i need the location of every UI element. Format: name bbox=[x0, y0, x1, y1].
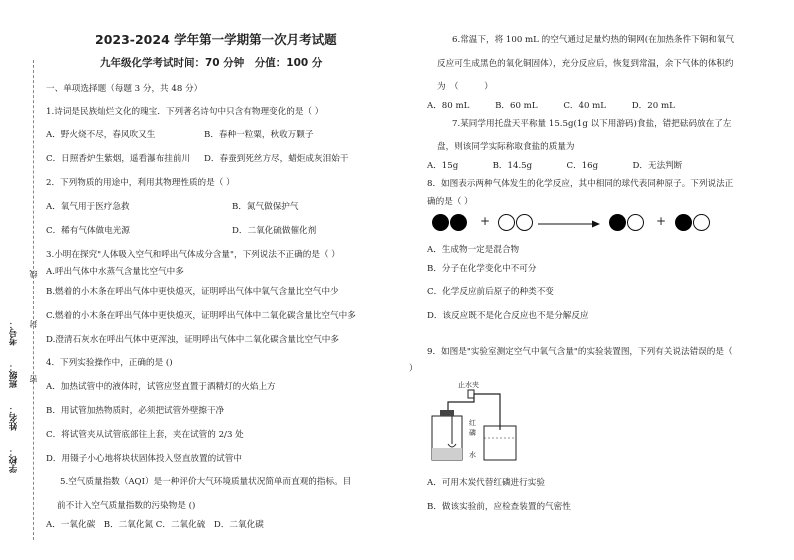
q1-option-c: C．日照香炉生紫烟，遥看瀑布挂前川 bbox=[46, 154, 191, 164]
stopper bbox=[440, 410, 454, 416]
binding-line bbox=[33, 60, 34, 540]
q8-stem-line1: 8．如图表示两种气体发生的化学反应，其中相同的球代表同种原子。下列说法正 bbox=[427, 179, 734, 189]
q7-options: A．15g B．14.5g C．16g D．无法判断 bbox=[427, 161, 683, 171]
q5-options: A．一氧化碳 B．二氧化氮 C．二氧化硫 D．二氧化碳 bbox=[46, 520, 264, 530]
q9-stem-line2: ） bbox=[409, 364, 418, 374]
q1-option-d: D．春蚕到死丝方尽，蜡炬成灰泪始干 bbox=[204, 154, 349, 164]
binding-mark-seal: 封 bbox=[29, 320, 38, 328]
black-atom bbox=[450, 214, 467, 231]
q3-option-d: D.澄清石灰水在呼出气体中更浑浊，证明呼出气体中二氧化碳含量比空气中多 bbox=[46, 335, 339, 345]
plus-sign: + bbox=[480, 214, 491, 228]
clamp bbox=[468, 390, 474, 398]
q8-option-a: A．生成物一定是混合物 bbox=[427, 245, 520, 255]
q5-stem-line2: 前不计入空气质量指数的污染物是 () bbox=[57, 501, 196, 511]
q7-stem-line1: 7.某同学用托盘天平称量 15.5g(1g 以下用游码)食盐，错把砝码放在了左 bbox=[452, 119, 732, 129]
q6-stem-line3: 为 （ ） bbox=[437, 82, 493, 92]
q4-option-b: B．用试管加热物质时，必须把试管外壁擦干净 bbox=[46, 406, 225, 416]
q6-options: A．80 mL B．60 mL C．40 mL D．20 mL bbox=[427, 101, 675, 111]
black-atom bbox=[432, 214, 449, 231]
exam-subtitle: 九年级化学考试时间：70 分钟 分值：100 分 bbox=[100, 57, 323, 69]
q9-option-b: B．做该实验前，应检查装置的气密性 bbox=[427, 502, 571, 512]
q6-stem-line2: 反应可生成黑色的氧化铜固体），充分反应后，恢复到常温，余下气体的体积约 bbox=[437, 59, 734, 69]
exam-title: 2023-2024 学年第一学期第一次月考试题 bbox=[95, 32, 337, 47]
q9-option-a: A．可用木炭代替红磷进行实验 bbox=[427, 478, 545, 488]
q8-option-b: B．分子在化学变化中不可分 bbox=[427, 264, 537, 274]
binding-mark-line: 线 bbox=[29, 270, 38, 278]
plus-sign: + bbox=[656, 214, 667, 228]
q3-option-c: C.燃着的小木条在呼出气体中更快熄灭，证明呼出气体中二氧化碳含量比空气中多 bbox=[46, 311, 356, 321]
q3-option-b: B.燃着的小木条在呼出气体中更快熄灭，证明呼出气体中氧气含量比空气中少 bbox=[46, 287, 339, 297]
white-atom bbox=[516, 214, 533, 231]
q1-option-b: B．春种一粒粟，秋收万颗子 bbox=[204, 130, 314, 140]
q8-option-d: D．该反应既不是化合反应也不是分解反应 bbox=[427, 311, 589, 321]
q8-option-c: C．化学反应前后原子的种类不变 bbox=[427, 287, 554, 297]
q4-option-a: A．加热试管中的液体时，试管应竖直置于酒精灯的火焰上方 bbox=[46, 382, 276, 392]
black-atom bbox=[609, 214, 626, 231]
q2-option-a: A．氧气用于医疗急救 bbox=[46, 202, 130, 212]
q8-stem-line2: 确的是（ ） bbox=[427, 197, 473, 207]
reaction-arrow bbox=[538, 219, 600, 229]
bottle-water bbox=[432, 448, 462, 460]
beaker bbox=[484, 426, 516, 460]
oxygen-apparatus bbox=[428, 380, 528, 466]
beaker-water bbox=[484, 438, 516, 460]
white-atom bbox=[498, 214, 515, 231]
black-atom bbox=[675, 214, 692, 231]
q4-option-d: D．用镊子小心地将块状固体投入竖直放置的试管中 bbox=[46, 454, 242, 464]
q6-stem-line1: 6.常温下，将 100 mL 的空气通过足量灼热的铜网(在加热条件下铜和氧气 bbox=[452, 35, 735, 45]
white-atom bbox=[627, 214, 644, 231]
q9-stem-line1: 9．如图是"实验室测定空气中氧气含量"的实验装置图，下列有关说法错误的是（ bbox=[427, 347, 733, 357]
q1-option-a: A．野火烧不尽，春风吹又生 bbox=[46, 130, 156, 140]
q2-option-c: C．稀有气体做电光源 bbox=[46, 226, 130, 236]
q3-stem: 3.小明在探究"人体吸入空气和呼出气体成分含量"，下列说法不正确的是（ ） bbox=[46, 250, 340, 260]
section-heading: 一、单项选择题（每题 3 分，共 48 分） bbox=[46, 84, 203, 94]
label-water: 水 bbox=[469, 451, 476, 459]
q2-stem: 2．下列物质的用途中，利用其物理性质的是（ ） bbox=[46, 178, 235, 188]
q4-option-c: C．将试管夹从试管底部往上套，夹在试管的 2/3 处 bbox=[46, 430, 244, 440]
q4-stem: 4．下列实验操作中，正确的是 () bbox=[46, 358, 173, 368]
label-phosphorus: 磷 bbox=[469, 429, 476, 437]
q7-stem-line2: 盘，则该同学实际称取食盐的质量为 bbox=[437, 142, 575, 152]
q2-option-b: B．氮气做保护气 bbox=[232, 202, 299, 212]
q3-option-a: A.呼出气体中水蒸气含量比空气中多 bbox=[46, 267, 184, 277]
q2-option-d: D．二氧化硫做催化剂 bbox=[232, 226, 317, 236]
student-info-fields: 学校： 姓名： 班级： 考号： bbox=[9, 320, 19, 473]
q1-stem: 1.诗词是民族灿烂文化的瑰宝．下列著名诗句中只含有物理变化的是（ ） bbox=[46, 107, 324, 117]
white-atom bbox=[693, 214, 710, 231]
binding-mark-secret: 密 bbox=[29, 375, 38, 383]
label-red: 红 bbox=[469, 419, 476, 427]
label-clamp: 止水夹 bbox=[458, 381, 479, 389]
q5-stem-line1: 5.空气质量指数（AQI）是一种评价大气环境质量状况简单而直观的指标。目 bbox=[60, 477, 352, 487]
